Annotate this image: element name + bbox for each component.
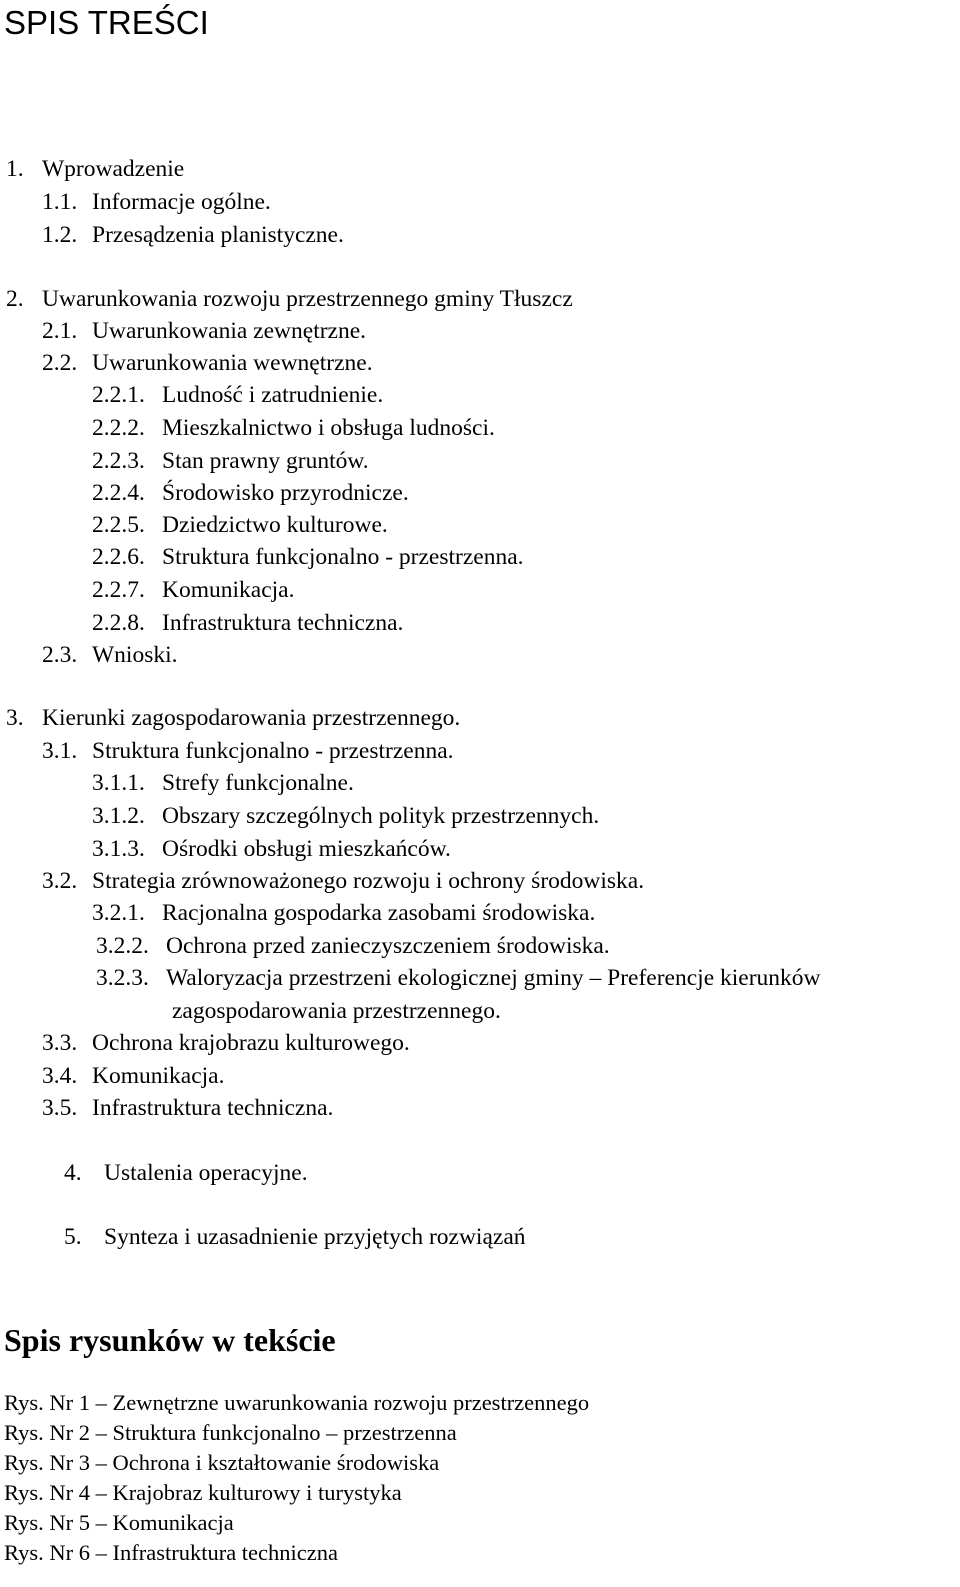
toc-item-3-2-2[interactable] [96, 931, 610, 961]
toc-item-label: Dziedzictwo kulturowe. [162, 512, 388, 538]
toc-item-2-2-5[interactable] [92, 510, 388, 540]
toc-item-number: 2.2.8. [92, 610, 145, 636]
toc-item-3-3[interactable] [42, 1028, 410, 1058]
toc-item-2[interactable] [6, 284, 573, 314]
toc-item-label: Wprowadzenie [42, 156, 185, 182]
toc-item-label: Uwarunkowania zewnętrzne. [92, 318, 367, 344]
toc-item-3-2-3[interactable] [96, 963, 821, 993]
toc-item-label: Ochrona przed zanieczyszczeniem środowiska. [166, 933, 610, 959]
toc-item-label: Mieszkalnictwo i obsługa ludności. [162, 415, 495, 441]
toc-item-label: Stan prawny gruntów. [162, 448, 369, 474]
toc-item-number: 3.1. [42, 738, 78, 764]
toc-item-label: Struktura funkcjonalno - przestrzenna. [92, 738, 454, 764]
toc-item-1-1[interactable] [42, 187, 271, 217]
toc-item-label: Ustalenia operacyjne. [104, 1160, 308, 1186]
figure-item[interactable]: Rys. Nr 6 – Infrastruktura techniczna [4, 1540, 338, 1565]
toc-item-number: 2.1. [42, 318, 78, 344]
toc-item-label: Wnioski. [92, 642, 178, 668]
toc-item-label: Strategia zrównoważonego rozwoju i ochrony środowiska. [92, 868, 645, 894]
toc-item-number: 2.2.3. [92, 448, 145, 474]
toc-item-2-2-2[interactable] [92, 413, 495, 443]
figure-item[interactable]: Rys. Nr 1 – Zewnętrzne uwarunkowania rozwoju przestrzennego [4, 1390, 590, 1415]
toc-item-label: Uwarunkowania wewnętrzne. [92, 350, 373, 376]
toc-item-number: 2.2.2. [92, 415, 145, 441]
toc-item-label: Waloryzacja przestrzeni ekologicznej gminy – Preferencje kierunków [166, 965, 821, 991]
toc-item-2-2[interactable] [42, 348, 373, 378]
toc-item-3-1-1[interactable] [92, 768, 354, 798]
toc-item-2-2-4[interactable] [92, 478, 409, 508]
toc-item-label: Ośrodki obsługi mieszkańców. [162, 836, 451, 862]
toc-item-1-2[interactable] [42, 220, 344, 250]
toc-item-label: Ludność i zatrudnienie. [162, 382, 384, 408]
toc-item-number: 2.2.7. [92, 577, 145, 603]
toc-item-2-2-6[interactable] [92, 542, 524, 572]
toc-item-number: 2.2.6. [92, 544, 145, 570]
toc-item-number: 2.2.4. [92, 480, 145, 506]
toc-item-number: 2.3. [42, 642, 78, 668]
toc-item-label: Komunikacja. [162, 577, 295, 603]
page-title: SPIS TREŚCI [4, 4, 209, 41]
figures-title: Spis rysunków w tekście [4, 1322, 336, 1358]
toc-item-number: 5. [64, 1224, 82, 1250]
toc-item-number: 4. [64, 1160, 82, 1186]
toc-item-2-1[interactable] [42, 316, 366, 346]
toc-item-number: 3.5. [42, 1095, 78, 1121]
toc-item-3-2-1[interactable] [92, 898, 595, 928]
toc-item-number: 2.2.1. [92, 382, 145, 408]
toc-item-2-2-8[interactable] [92, 608, 403, 638]
toc-item-2-2-1[interactable] [92, 380, 383, 410]
toc-item-3[interactable] [6, 703, 460, 733]
toc-item-3-5[interactable] [42, 1093, 333, 1123]
toc-item-label: Synteza i uzasadnienie przyjętych rozwiązań [104, 1224, 526, 1250]
toc-item-number: 1.2. [42, 222, 78, 248]
toc-item-label: Strefy funkcjonalne. [162, 770, 354, 796]
figure-item[interactable]: Rys. Nr 4 – Krajobraz kulturowy i turystyka [4, 1480, 402, 1505]
toc-item-label: Komunikacja. [92, 1063, 225, 1089]
toc-item-label: Obszary szczególnych polityk przestrzennych. [162, 803, 600, 829]
toc-item-label: Informacje ogólne. [92, 189, 271, 215]
toc-item-3-1-2[interactable] [92, 801, 599, 831]
toc-item-number: 3.2.3. [96, 965, 149, 991]
toc-item-2-3[interactable] [42, 640, 178, 670]
toc-item-3-2[interactable] [42, 866, 644, 896]
toc-item-label: Infrastruktura techniczna. [162, 610, 404, 636]
toc-item-number: 3.2.2. [96, 933, 149, 959]
toc-item-number: 3.4. [42, 1063, 78, 1089]
toc-item-number: 3. [6, 705, 24, 731]
toc-item-number: 2. [6, 286, 24, 312]
toc-item-label: Kierunki zagospodarowania przestrzennego. [42, 705, 461, 731]
toc-item-3-2-3-continued[interactable] [172, 996, 501, 1026]
toc-item-number: 2.2. [42, 350, 78, 376]
toc-item-4[interactable] [64, 1158, 308, 1188]
toc-item-3-4[interactable] [42, 1061, 224, 1091]
toc-item-number: 1.1. [42, 189, 78, 215]
figure-item[interactable]: Rys. Nr 5 – Komunikacja [4, 1510, 234, 1535]
toc-item-5[interactable] [64, 1222, 526, 1252]
toc-item-label: Środowisko przyrodnicze. [162, 480, 409, 506]
toc-item-3-1[interactable] [42, 736, 454, 766]
toc-item-1[interactable] [6, 154, 184, 184]
toc-item-number: 2.2.5. [92, 512, 145, 538]
toc-item-label: zagospodarowania przestrzennego. [172, 998, 501, 1024]
toc-item-label: Ochrona krajobrazu kulturowego. [92, 1030, 410, 1056]
toc-item-number: 3.1.1. [92, 770, 145, 796]
toc-item-2-2-3[interactable] [92, 446, 369, 476]
toc-item-label: Infrastruktura techniczna. [92, 1095, 334, 1121]
toc-item-number: 3.2.1. [92, 900, 145, 926]
toc-item-number: 1. [6, 156, 24, 182]
figure-item[interactable]: Rys. Nr 3 – Ochrona i kształtowanie środowiska [4, 1450, 440, 1475]
toc-item-number: 3.1.2. [92, 803, 145, 829]
toc-item-label: Przesądzenia planistyczne. [92, 222, 344, 248]
toc-item-label: Racjonalna gospodarka zasobami środowiska. [162, 900, 596, 926]
toc-item-number: 3.3. [42, 1030, 78, 1056]
toc-item-number: 3.1.3. [92, 836, 145, 862]
toc-item-3-1-3[interactable] [92, 834, 451, 864]
toc-item-label: Uwarunkowania rozwoju przestrzennego gminy Tłuszcz [42, 286, 573, 312]
figure-item[interactable]: Rys. Nr 2 – Struktura funkcjonalno – przestrzenna [4, 1420, 457, 1445]
toc-item-2-2-7[interactable] [92, 575, 294, 605]
toc-item-number: 3.2. [42, 868, 78, 894]
toc-item-label: Struktura funkcjonalno - przestrzenna. [162, 544, 524, 570]
